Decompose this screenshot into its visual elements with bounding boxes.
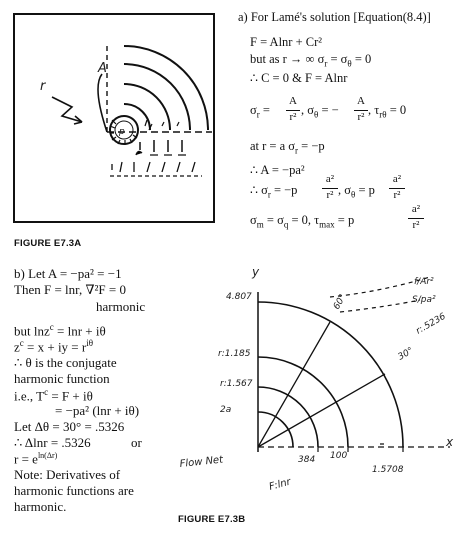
- eq-stress-a: [250, 104, 270, 120]
- frac2-den: r²: [357, 111, 365, 123]
- b-line-9: = −pa² (lnr + iθ): [55, 403, 140, 418]
- sub-q: q: [283, 219, 289, 230]
- b-line-5: [14, 339, 93, 353]
- eq-ms-pre: σ: [250, 213, 257, 227]
- b-l5-sup: c: [19, 338, 24, 348]
- frac5-den: r²: [412, 219, 420, 231]
- eq-stress-eq1: =: [259, 103, 270, 117]
- figure-b-caption: FIGURE E7.3B: [178, 514, 246, 525]
- frac4-den: r²: [393, 189, 401, 201]
- figure-a-drawing: [12, 12, 232, 232]
- eq-boundary-pre: at r = a σ: [250, 139, 296, 153]
- note-f-ar2: f/Ar²: [414, 277, 434, 287]
- sym-sigma-theta-2: , σ: [301, 103, 314, 117]
- eq-boundary-end: = −p: [298, 139, 325, 153]
- figure-a-caption: FIGURE E7.3A: [14, 238, 82, 249]
- b-line-2: Then F = lnr, ∇²F = 0: [14, 282, 126, 297]
- eq-stress-eq2: = −: [318, 103, 339, 117]
- sub-theta-2: θ: [314, 109, 319, 120]
- axis-x-label: x: [446, 435, 454, 449]
- eq-sigma-r-final: [250, 184, 297, 200]
- sub-rtheta: rθ: [379, 109, 387, 120]
- label-r: r: [40, 79, 46, 94]
- eq-st-mid: , σ: [338, 183, 351, 197]
- eq-stress-theta: [301, 104, 339, 120]
- sub-theta-1: θ: [347, 58, 352, 69]
- eq-tau-end: = 0: [386, 103, 407, 117]
- b-line-10: Let Δθ = 30° = .5326: [14, 419, 125, 434]
- note-flow-net: Flow Net: [179, 454, 224, 470]
- b-line-8: [14, 388, 93, 402]
- b-l8-sup: c: [44, 387, 49, 397]
- b-l8-end: = F + iθ: [48, 388, 93, 404]
- note-60deg: 60°: [331, 292, 349, 312]
- axis-y-label: y: [252, 265, 260, 279]
- eq-tau: [368, 104, 406, 120]
- eq-sigma-theta-final: [338, 184, 375, 200]
- frac5-num: a²: [411, 203, 421, 215]
- eq-boundary: [250, 140, 325, 156]
- sub-r-3: r: [295, 145, 299, 156]
- note-r-5236: r:.5236: [414, 311, 448, 337]
- b-line-7: harmonic function: [14, 371, 110, 386]
- sym-tau: , τ: [368, 103, 380, 117]
- eq-c-zero: ∴ C = 0 & F = Alnr: [250, 71, 348, 85]
- b-line-12: [14, 452, 57, 465]
- b-line-1: b) Let A = −pa² = −1: [14, 266, 122, 281]
- note-s-par2: S/pa²: [412, 295, 436, 305]
- eq-limit-pre: but as r → ∞ σ: [250, 52, 325, 66]
- note-30deg: 30°: [396, 345, 416, 363]
- eq-ms-mid: = σ: [263, 213, 284, 227]
- sub-r-1: r: [324, 58, 328, 69]
- eq-max-shear: [250, 214, 354, 230]
- note-4807: 4.807: [226, 292, 252, 302]
- note-1508: 1.5708: [372, 465, 404, 475]
- b-l4-end: = lnr + iθ: [53, 323, 106, 339]
- eq-limit: [250, 53, 371, 69]
- sym-sigma-1: σ: [250, 103, 257, 117]
- b-l4-pre: but lnz: [14, 323, 50, 339]
- note-1567: r:1.567: [220, 379, 253, 389]
- b-line-3: harmonic: [96, 299, 146, 314]
- b-line-6: ∴ θ is the conjugate: [14, 355, 117, 370]
- frac4-num: a²: [392, 173, 402, 185]
- eq-ms-eq: = 0, τ: [288, 213, 320, 227]
- b-line-13: Note: Derivatives of: [14, 467, 121, 482]
- label-p: p: [119, 127, 125, 137]
- note-1185: r:1.185: [218, 349, 251, 359]
- eq-a-value: ∴ A = −pa²: [250, 163, 305, 177]
- eq-f-a: F = Alnr + Cr²: [250, 35, 323, 49]
- b-l12-pre: r = e: [14, 451, 38, 467]
- b-l12-sup: ln(Δr): [37, 451, 58, 460]
- b-l4-sup: c: [49, 322, 54, 332]
- b-line-4: [14, 323, 106, 337]
- note-f-lnr: F:lnr: [267, 476, 293, 493]
- note-100: 100: [330, 451, 348, 461]
- frac1-den: r²: [289, 111, 297, 123]
- sub-max: max: [319, 219, 335, 230]
- label-a: A: [98, 61, 107, 76]
- note-2a: 2a: [220, 405, 232, 415]
- b-line-11: ∴ Δlnr = .5326: [14, 435, 91, 450]
- b-line-15: harmonic.: [14, 499, 67, 514]
- b-l5-pre: z: [14, 339, 20, 355]
- frac3-num: a²: [325, 173, 335, 185]
- b-l5-mid: = x + iy = r: [23, 339, 87, 355]
- frac2-num: A: [357, 95, 365, 107]
- sub-r-2: r: [256, 109, 260, 120]
- eq-sr-pre: ∴ σ: [250, 183, 268, 197]
- figure-b-flow-net: [180, 262, 460, 502]
- note-384: 384: [298, 455, 316, 465]
- eq-limit-post: = σ: [327, 52, 348, 66]
- eq-limit-end: = 0: [351, 52, 372, 66]
- eq-sr-eq: = −p: [270, 183, 298, 197]
- sub-r-4: r: [267, 189, 271, 200]
- frac3-den: r²: [326, 189, 334, 201]
- b-line-14: harmonic functions are: [14, 483, 134, 498]
- eq-st-eq: = p: [355, 183, 375, 197]
- sub-theta-3: θ: [351, 189, 356, 200]
- sub-m: m: [256, 219, 264, 230]
- frac1-num: A: [289, 95, 297, 107]
- section-a-heading: a) For Lamé's solution [Equation(8.4)]: [238, 10, 431, 24]
- b-line-11-or: or: [131, 435, 142, 450]
- b-l8-pre: i.e., T: [14, 388, 45, 404]
- b-l5-sup2: iθ: [86, 338, 94, 348]
- eq-ms-eq2: = p: [334, 213, 355, 227]
